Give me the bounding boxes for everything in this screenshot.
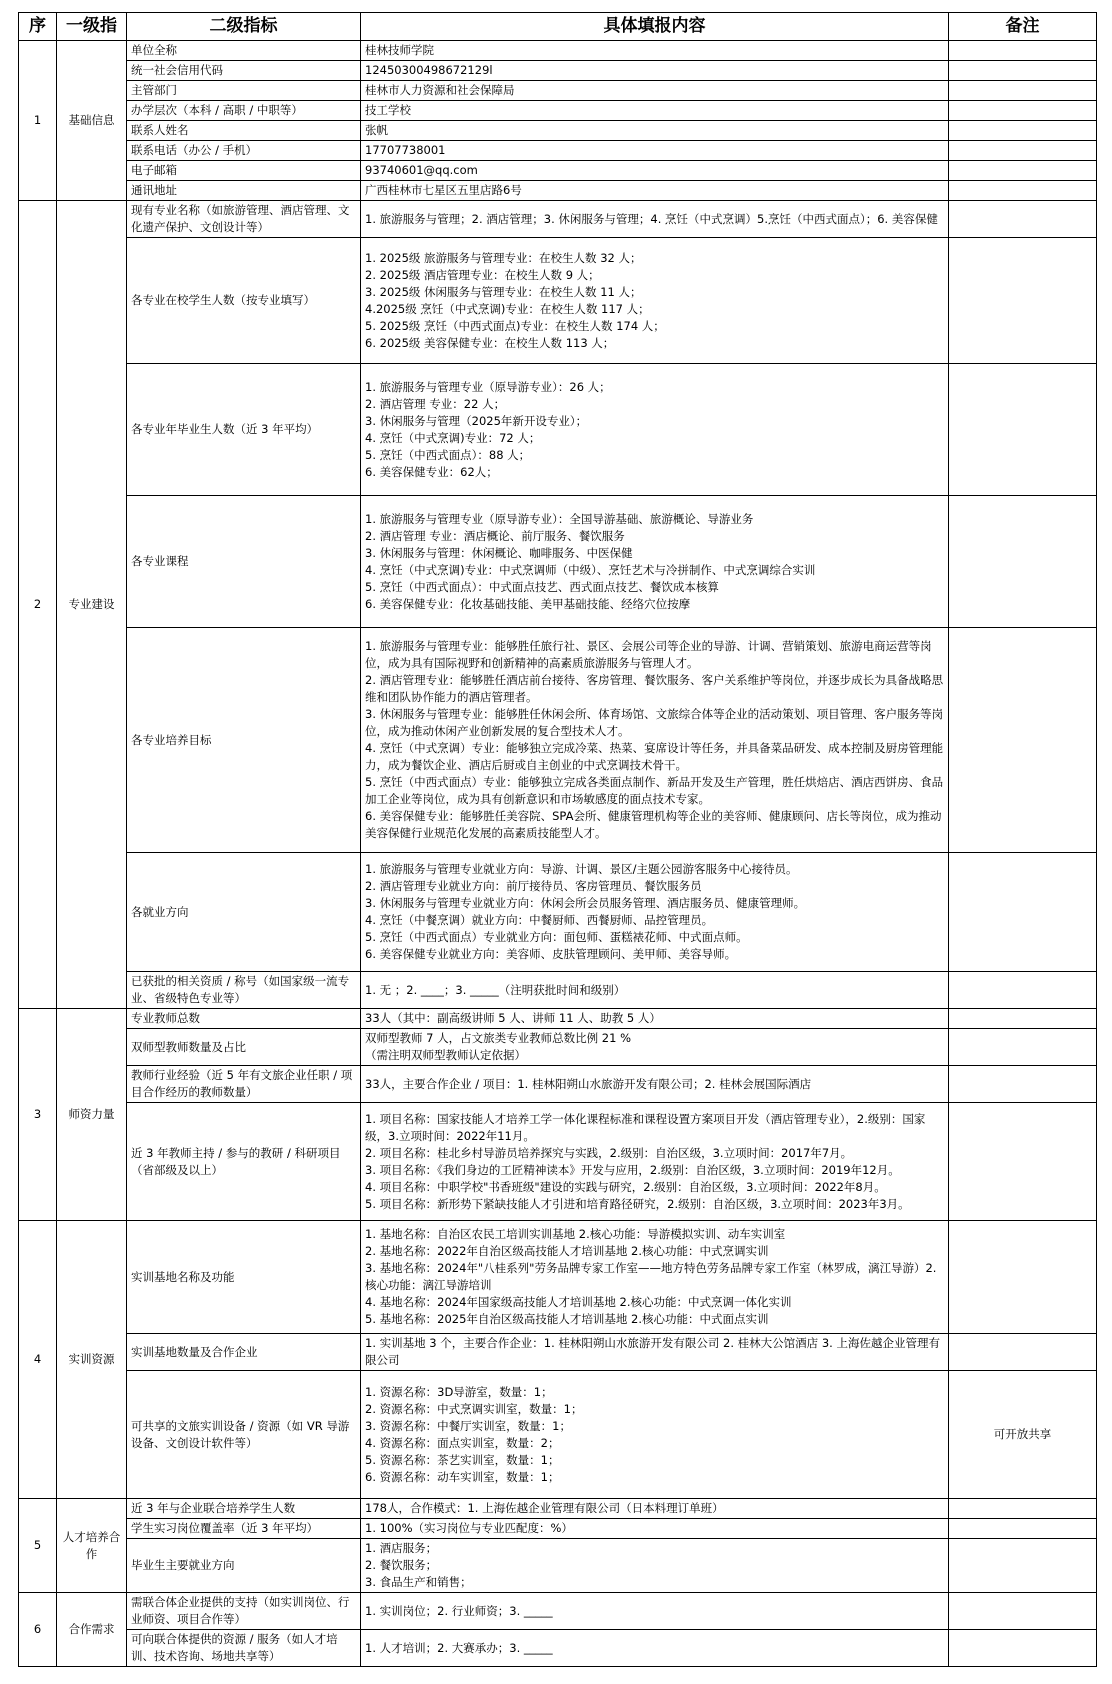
note-cell[interactable] (949, 972, 1097, 1009)
section-number: 1 (19, 41, 57, 201)
content-line: 6. 2025级 美容保健专业：在校生人数 113 人； (365, 335, 615, 350)
content-line: 3. 休闲服务与管理：休闲概论、咖啡服务、中医保健 (365, 545, 633, 560)
col-header-note: 备注 (949, 13, 1097, 41)
content-line: 1. 项目名称：国家技能人才培养工学一体化课程标准和课程设置方案项目开发（酒店管理专业），2.级别：国家级，3.立项时间：2022年11月。 (365, 1111, 926, 1143)
content-cell[interactable] (361, 101, 949, 121)
content-line: 1. 资源名称：3D导游室，数量：1； (365, 1384, 553, 1399)
note-cell[interactable] (949, 1630, 1097, 1667)
indicator-label: 办学层次（本科 / 高职 / 中职等） (127, 101, 361, 121)
section-number: 4 (19, 1221, 57, 1499)
table-row (19, 1029, 1097, 1066)
content-line: 1. 实训基地 3 个，主要合作企业：1. 桂林阳朔山水旅游开发有限公司 2. 桂林大公馆酒店 3. 上海佐越企业管理有限公司 (365, 1336, 940, 1367)
content-line: 3. 休闲服务与管理专业就业方向：休闲会所会员服务管理、酒店服务员、健康管理师。 (365, 896, 806, 910)
col-header-no: 序 (19, 13, 57, 41)
content-line: 4. 项目名称：中职学校"书香班级"建设的实践与研究，2.级别：自治区级，3.立项时间：2022年8月。 (365, 1179, 886, 1194)
content-line: 3. 基地名称：2024年"八桂系列"劳务品牌专家工作室——地方特色劳务品牌专家工作室（林罗成，漓江导游）2.核心功能：漓江导游培训 (365, 1261, 937, 1292)
content-line: 4. 资源名称：面点实训室，数量：2； (365, 1435, 560, 1450)
content-line: 5. 烹饪（中西式面点）专业就业方向：面包师、蛋糕裱花师、中式面点师。 (365, 930, 748, 944)
content-line: 6. 美容保健专业：化妆基础技能、美甲基础技能、经络穴位按摩 (365, 596, 691, 611)
indicator-label: 实训基地名称及功能 (127, 1221, 361, 1334)
indicator-label: 联系电话（办公 / 手机） (127, 141, 361, 161)
content-line: 2. 餐饮服务； (365, 1558, 438, 1572)
table-row (19, 1499, 1097, 1519)
content-line: 1. 人才培训；2. 大赛承办；3. _____ (365, 1640, 553, 1655)
indicator-label: 主管部门 (127, 81, 361, 101)
table-row (19, 141, 1097, 161)
content-cell[interactable] (361, 1593, 949, 1630)
content-line: 3. 食品生产和销售； (365, 1575, 472, 1589)
indicator-label: 统一社会信用代码 (127, 61, 361, 81)
note-cell[interactable] (949, 101, 1097, 121)
content-cell[interactable] (361, 1029, 949, 1066)
content-line: 2. 项目名称：桂北乡村导游员培养探究与实践，2.级别：自治区级，3.立项时间：2017年7月。 (365, 1145, 853, 1160)
indicator-label: 各专业培养目标 (127, 628, 361, 853)
content-cell[interactable] (361, 1499, 949, 1519)
content-line: 33人，主要合作企业 / 项目：1. 桂林阳朔山水旅游开发有限公司；2. 桂林会展国际酒店 (365, 1076, 812, 1091)
section-number: 3 (19, 1009, 57, 1221)
indicator-label: 专业教师总数 (127, 1009, 361, 1029)
table-row (19, 1009, 1097, 1029)
content-line: 2. 酒店管理专业：能够胜任酒店前台接待、客房管理、餐饮服务、客户关系维护等岗位，并逐步成长为具备战略思维和团队协作能力的酒店管理者。 (365, 673, 944, 704)
content-line: 1. 旅游服务与管理；2. 酒店管理；3. 休闲服务与管理；4. 烹饪（中式烹调）5.烹饪（中西式面点）；6. 美容保健 (365, 211, 938, 226)
col-header-content: 具体填报内容 (361, 13, 949, 41)
table-row (19, 201, 1097, 238)
note-cell[interactable] (949, 628, 1097, 853)
table-row (19, 61, 1097, 81)
col-header-level2: 二级指标 (127, 13, 361, 41)
content-cell[interactable] (361, 853, 949, 972)
section-title: 合作需求 (57, 1593, 127, 1667)
note-cell[interactable] (949, 364, 1097, 496)
content-line: 5. 项目名称：新形势下紧缺技能人才引进和培育路径研究，2.级别：自治区级，3.立项时间：2023年3月。 (365, 1196, 910, 1211)
content-line: 2. 基地名称：2022年自治区级高技能人才培训基地 2.核心功能：中式烹调实训 (365, 1244, 769, 1258)
table-row (19, 121, 1097, 141)
content-line: 4. 烹饪（中式烹调）专业：能够独立完成冷菜、热菜、宴席设计等任务，并具备菜品研发、成本控制及厨房管理能力，成为餐饮企业、酒店后厨或自主创业的中式烹调技术骨干。 (365, 741, 944, 772)
content-line: 4. 基地名称：2024年国家级高技能人才培训基地 2.核心功能：中式烹调一体化实训 (365, 1295, 792, 1309)
note-cell[interactable] (949, 41, 1097, 61)
table-row (19, 1221, 1097, 1334)
table-row (19, 1630, 1097, 1667)
table-row (19, 238, 1097, 364)
content-line: 5. 资源名称：茶艺实训室，数量：1； (365, 1452, 560, 1467)
indicator-label: 各就业方向 (127, 853, 361, 972)
content-line: 广西桂林市七星区五里店路6号 (365, 183, 522, 197)
table-row (19, 364, 1097, 496)
table-row (19, 853, 1097, 972)
note-cell[interactable] (949, 1103, 1097, 1221)
content-line: 1. 酒店服务； (365, 1541, 438, 1555)
indicator-label: 需联合体企业提供的支持（如实训岗位、行业师资、项目合作等） (127, 1593, 361, 1630)
note-cell[interactable] (949, 121, 1097, 141)
content-cell[interactable] (361, 364, 949, 496)
indicator-label: 各专业在校学生人数（按专业填写） (127, 238, 361, 364)
content-line: 张帆 (365, 123, 388, 137)
section-title: 实训资源 (57, 1221, 127, 1499)
table-row (19, 1593, 1097, 1630)
content-cell[interactable] (361, 81, 949, 101)
section-title: 专业建设 (57, 201, 127, 1009)
content-line: 3. 资源名称：中餐厅实训室，数量：1； (365, 1418, 571, 1433)
content-line: 1. 旅游服务与管理专业（原导游专业）：全国导游基础、旅游概论、导游业务 (365, 511, 754, 526)
content-cell[interactable] (361, 41, 949, 61)
table-row (19, 181, 1097, 201)
content-line: 12450300498672129l (365, 63, 493, 77)
content-line: 6. 美容保健专业：能够胜任美容院、SPA会所、健康管理机构等企业的美容师、健康顾问、店长等岗位，成为推动美容保健行业规范化发展的高素质技能型人才。 (365, 809, 942, 840)
note-cell[interactable] (949, 1499, 1097, 1519)
content-line: 6. 资源名称：动车实训室，数量：1； (365, 1469, 560, 1484)
content-cell[interactable] (361, 141, 949, 161)
content-line: 桂林市人力资源和社会保障局 (365, 83, 515, 97)
table-row (19, 1103, 1097, 1221)
content-line: 1. 100%（实习岗位与专业匹配度：%） (365, 1521, 573, 1535)
indicator-label: 各专业年毕业生人数（近 3 年平均） (127, 364, 361, 496)
content-line: 5. 2025级 烹饪（中西式面点)专业：在校生人数 174 人； (365, 318, 665, 333)
indicator-label: 已获批的相关资质 / 称号（如国家级一流专业、省级特色专业等） (127, 972, 361, 1009)
section-title: 师资力量 (57, 1009, 127, 1221)
content-line: 1. 基地名称：自治区农民工培训实训基地 2.核心功能：导游模拟实训、动车实训室 (365, 1227, 786, 1241)
content-cell[interactable] (361, 181, 949, 201)
note-cell[interactable] (949, 81, 1097, 101)
content-line: 6. 美容保健专业就业方向：美容师、皮肤管理顾问、美甲师、美容导师。 (365, 947, 737, 961)
content-line: 178人，合作模式：1. 上海佐越企业管理有限公司（日本料理订单班） (365, 1501, 724, 1515)
content-line: 1. 2025级 旅游服务与管理专业：在校生人数 32 人； (365, 250, 642, 265)
table-row (19, 1539, 1097, 1593)
section-title: 基础信息 (57, 41, 127, 201)
table-body (19, 41, 1097, 1667)
content-line: 4. 烹饪（中式烹调)专业：中式烹调师（中级）、烹饪艺术与冷拼制作、中式烹调综合实训 (365, 562, 816, 577)
content-line: 1. 旅游服务与管理专业（原导游专业）：26 人； (365, 379, 611, 394)
indicator-label: 实训基地数量及合作企业 (127, 1334, 361, 1371)
content-line: 2. 酒店管理专业就业方向：前厅接待员、客房管理员、餐饮服务员 (365, 879, 702, 893)
indicator-label: 毕业生主要就业方向 (127, 1539, 361, 1593)
content-cell[interactable] (361, 201, 949, 238)
content-line: 双师型教师 7 人，占文旅类专业教师总数比例 21 % (365, 1031, 631, 1045)
note-cell[interactable] (949, 853, 1097, 972)
note-cell[interactable] (949, 496, 1097, 628)
content-line: 5. 基地名称：2025年自治区级高技能人才培训基地 2.核心功能：中式面点实训 (365, 1312, 769, 1326)
note-cell[interactable] (949, 61, 1097, 81)
content-line: 5. 烹饪（中西式面点）专业：能够独立完成各类面点制作、新品开发及生产管理，胜任烘焙店、酒店西饼房、食品加工企业等岗位，成为具有创新意识和市场敏感度的面点技术专家。 (365, 775, 944, 806)
col-header-level1: 一级指 (57, 13, 127, 41)
note-cell[interactable] (949, 1066, 1097, 1103)
content-line: 技工学校 (365, 103, 411, 117)
table-row (19, 81, 1097, 101)
content-line: 2. 资源名称：中式烹调实训室，数量：1； (365, 1401, 583, 1416)
table-row (19, 41, 1097, 61)
content-line: 4.2025级 烹饪（中式烹调)专业：在校生人数 117 人； (365, 301, 650, 316)
table-row (19, 1519, 1097, 1539)
indicator-label: 现有专业名称（如旅游管理、酒店管理、文化遗产保护、文创设计等） (127, 201, 361, 238)
content-line: （需注明双师型教师认定依据） (365, 1048, 526, 1062)
section-number: 2 (19, 201, 57, 1009)
content-cell[interactable] (361, 1519, 949, 1539)
table-row (19, 1371, 1097, 1499)
content-line: 2. 酒店管理 专业：22 人； (365, 396, 506, 411)
note-cell[interactable] (949, 1029, 1097, 1066)
note-cell[interactable]: 可开放共享 (949, 1371, 1097, 1499)
content-line: 1. 实训岗位；2. 行业师资；3. _____ (365, 1603, 553, 1618)
table-row (19, 972, 1097, 1009)
note-cell[interactable] (949, 141, 1097, 161)
note-cell[interactable] (949, 238, 1097, 364)
content-line: 4. 烹饪（中餐烹调）就业方向：中餐厨师、西餐厨师、品控管理员。 (365, 913, 714, 927)
table-row (19, 1066, 1097, 1103)
content-cell[interactable] (361, 1103, 949, 1221)
info-form-table (18, 12, 1097, 1667)
content-cell[interactable] (361, 972, 949, 1009)
content-line: 6. 美容保健专业：62人； (365, 464, 498, 479)
note-cell[interactable] (949, 181, 1097, 201)
note-cell[interactable] (949, 201, 1097, 238)
content-line: 3. 项目名称：《我们身边的工匠精神读本》开发与应用，2.级别：自治区级，3.立项时间：2019年12月。 (365, 1162, 900, 1177)
content-line: 1. 旅游服务与管理专业就业方向：导游、计调、景区/主题公园游客服务中心接待员。 (365, 862, 798, 876)
content-cell[interactable] (361, 1630, 949, 1667)
note-cell[interactable] (949, 1539, 1097, 1593)
indicator-label: 教师行业经验（近 5 年有文旅企业任职 / 项目合作经历的教师数量） (127, 1066, 361, 1103)
content-cell[interactable] (361, 61, 949, 81)
content-cell[interactable] (361, 1009, 949, 1029)
content-line: 3. 休闲服务与管理（2025年新开设专业）； (365, 413, 588, 428)
table-row (19, 1334, 1097, 1371)
indicator-label: 可共享的文旅实训设备 / 资源（如 VR 导游设备、文创设计软件等） (127, 1371, 361, 1499)
note-cell[interactable] (949, 1009, 1097, 1029)
content-cell[interactable] (361, 161, 949, 181)
content-line: 3. 休闲服务与管理专业：能够胜任休闲会所、体育场馆、文旅综合体等企业的活动策划、项目管理、客户服务等岗位，成为推动休闲产业创新发展的复合型技术人才。 (365, 707, 944, 738)
indicator-label: 各专业课程 (127, 496, 361, 628)
content-line: 93740601@qq.com (365, 163, 478, 177)
indicator-label: 单位全称 (127, 41, 361, 61)
content-line: 5. 烹饪（中西式面点）：88 人； (365, 447, 531, 462)
content-line: 5. 烹饪（中西式面点）：中式面点技艺、西式面点技艺、餐饮成本核算 (365, 579, 719, 594)
content-line: 2. 2025级 酒店管理专业：在校生人数 9 人； (365, 267, 600, 282)
note-cell[interactable] (949, 1519, 1097, 1539)
content-cell[interactable] (361, 1539, 949, 1593)
content-line: 2. 酒店管理 专业：酒店概论、前厅服务、餐饮服务 (365, 528, 625, 543)
indicator-label: 通讯地址 (127, 181, 361, 201)
note-cell[interactable] (949, 1221, 1097, 1334)
indicator-label: 可向联合体提供的资源 / 服务（如人才培训、技术咨询、场地共享等） (127, 1630, 361, 1667)
table-row (19, 628, 1097, 853)
content-cell[interactable] (361, 1334, 949, 1371)
section-number: 5 (19, 1499, 57, 1593)
content-line: 17707738001 (365, 143, 446, 157)
table-row (19, 161, 1097, 181)
indicator-label: 近 3 年教师主持 / 参与的教研 / 科研项目（省部级及以上） (127, 1103, 361, 1221)
content-cell[interactable] (361, 121, 949, 141)
note-cell[interactable] (949, 1593, 1097, 1630)
indicator-label: 电子邮箱 (127, 161, 361, 181)
content-line: 4. 烹饪（中式烹调)专业：72 人； (365, 430, 541, 445)
note-cell[interactable] (949, 1334, 1097, 1371)
content-cell[interactable] (361, 1066, 949, 1103)
section-number: 6 (19, 1593, 57, 1667)
indicator-label: 联系人姓名 (127, 121, 361, 141)
content-cell[interactable] (361, 1371, 949, 1499)
content-cell[interactable] (361, 628, 949, 853)
content-line: 1. 旅游服务与管理专业：能够胜任旅行社、景区、会展公司等企业的导游、计调、营销策划、旅游电商运营等岗位，成为具有国际视野和创新精神的高素质旅游服务与管理人才。 (365, 639, 932, 670)
header-row (19, 13, 1097, 41)
content-line: 桂林技师学院 (365, 43, 434, 57)
content-cell[interactable] (361, 1221, 949, 1334)
content-line: 1. 无 ；2. ____；3. _____（注明获批时间和级别） (365, 982, 626, 997)
content-cell[interactable] (361, 496, 949, 628)
content-line: 33人（其中：副高级讲师 5 人、讲师 11 人、助教 5 人） (365, 1011, 661, 1025)
indicator-label: 学生实习岗位覆盖率（近 3 年平均） (127, 1519, 361, 1539)
section-title: 人才培养合作 (57, 1499, 127, 1593)
table-row (19, 101, 1097, 121)
note-cell[interactable] (949, 161, 1097, 181)
content-line: 3. 2025级 休闲服务与管理专业：在校生人数 11 人； (365, 284, 642, 299)
indicator-label: 近 3 年与企业联合培养学生人数 (127, 1499, 361, 1519)
indicator-label: 双师型教师数量及占比 (127, 1029, 361, 1066)
content-cell[interactable] (361, 238, 949, 364)
table-row (19, 496, 1097, 628)
